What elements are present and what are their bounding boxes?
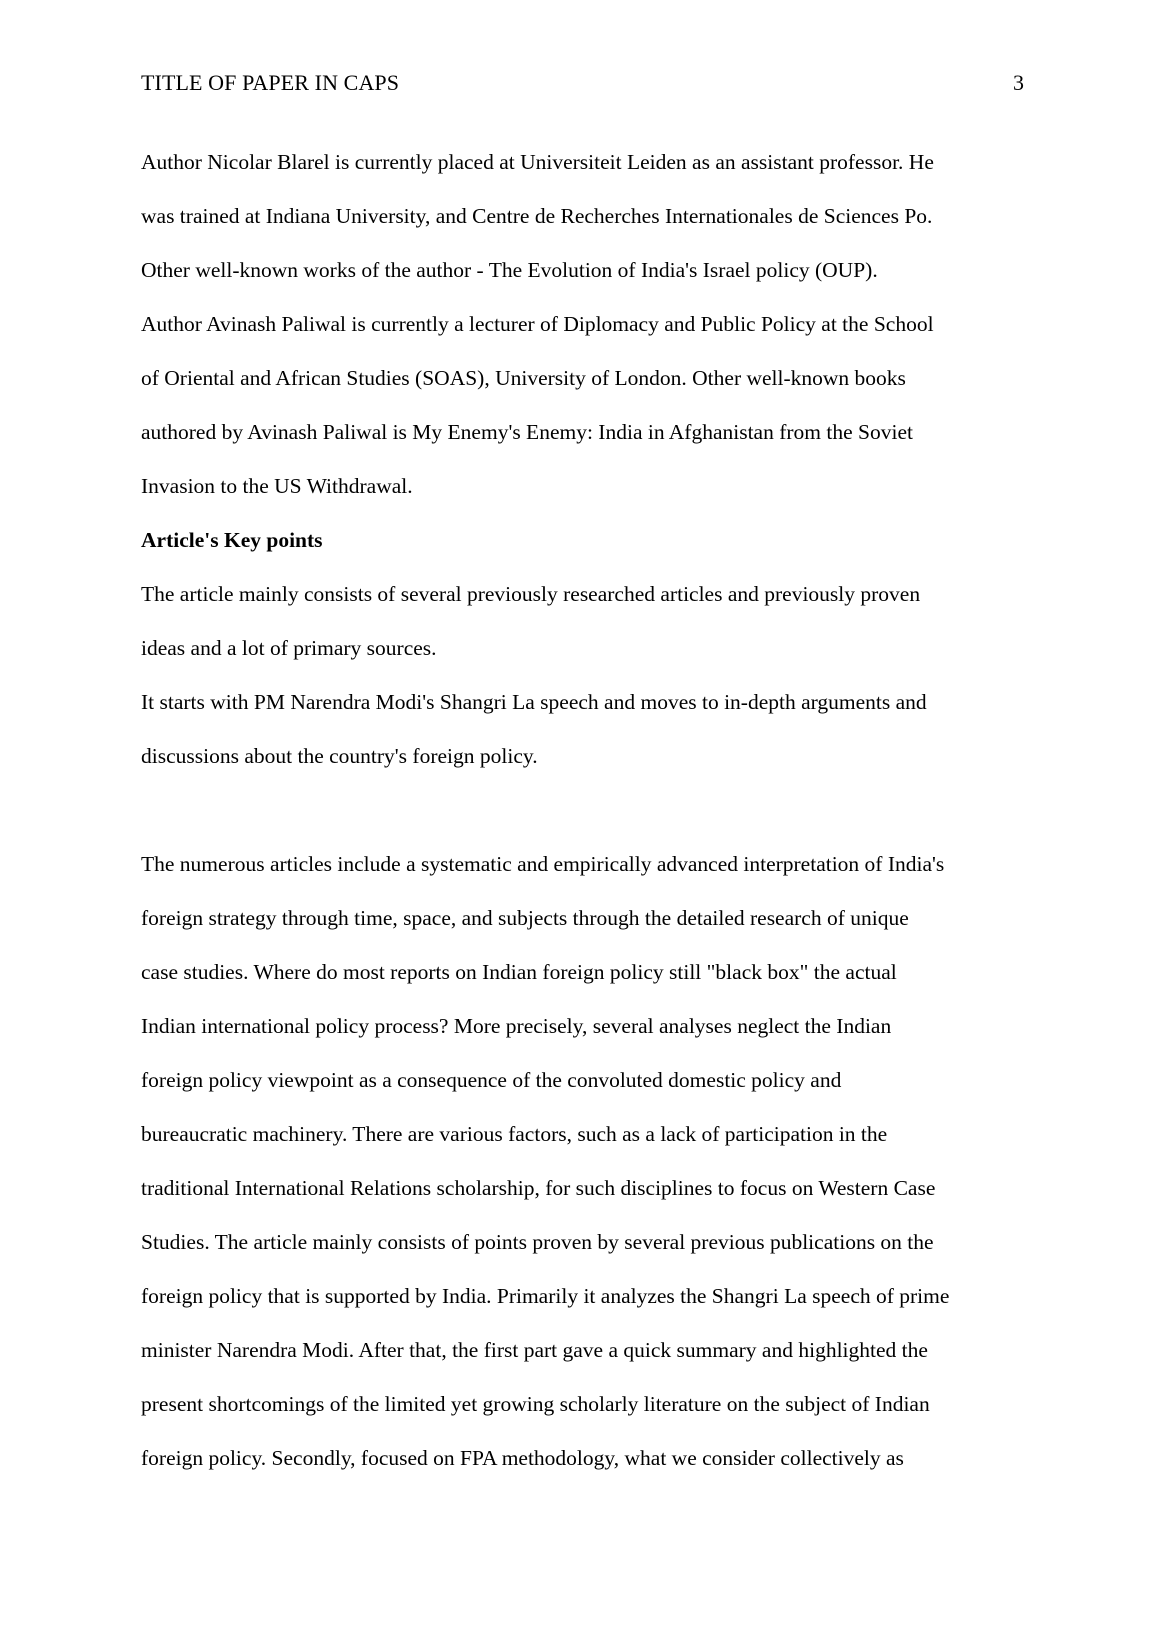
paragraph-line: authored by Avinash Paliwal is My Enemy's Enemy: India in Afghanistan from the Soviet [141,420,913,444]
paragraph-line: bureaucratic machinery. There are various factors, such as a lack of participation in the [141,1122,888,1146]
page-number: 3 [1013,70,1024,95]
paragraph-line: present shortcomings of the limited yet growing scholarly literature on the subject of Indian [141,1392,930,1416]
paragraph-line: of Oriental and African Studies (SOAS), University of London. Other well-known books [141,366,906,390]
key-points-paragraph-2 [141,675,1031,783]
paragraph-line: foreign strategy through time, space, and subjects through the detailed research of unique [141,906,909,930]
paragraph-line: Author Avinash Paliwal is currently a lecturer of Diplomacy and Public Policy at the School [141,312,934,336]
paragraph-line: Author Nicolar Blarel is currently placed at Universiteit Leiden as an assistant professor. He [141,150,934,174]
paragraph-line: Studies. The article mainly consists of points proven by several previous publications on the [141,1230,934,1254]
paragraph-line: foreign policy. Secondly, focused on FPA methodology, what we consider collectively as [141,1446,904,1470]
paragraph-line: was trained at Indiana University, and Centre de Recherches Internationales de Sciences Po. [141,204,933,228]
paragraph-line: The numerous articles include a systematic and empirically advanced interpretation of India's [141,852,945,876]
paragraph-line: Other well-known works of the author - The Evolution of India's Israel policy (OUP). [141,258,878,282]
blank-line [141,783,1031,837]
paragraph-line: Invasion to the US Withdrawal. [141,474,413,498]
paragraph-line: The article mainly consists of several previously researched articles and previously proven [141,582,921,606]
paragraph-line: discussions about the country's foreign policy. [141,744,538,768]
paragraph-line: Indian international policy process? More precisely, several analyses neglect the Indian [141,1014,892,1038]
paragraph-line: foreign policy viewpoint as a consequence of the convoluted domestic policy and [141,1068,842,1092]
document-body [141,135,1031,1485]
authors-paragraph [141,135,1031,513]
paragraph-line: minister Narendra Modi. After that, the first part gave a quick summary and highlighted the [141,1338,928,1362]
section-heading [141,513,1031,567]
running-head: TITLE OF PAPER IN CAPS [141,70,400,95]
paragraph-line: traditional International Relations scholarship, for such disciplines to focus on Western Case [141,1176,936,1200]
paragraph-line: It starts with PM Narendra Modi's Shangri La speech and moves to in-depth arguments and [141,690,927,714]
paragraph-line: foreign policy that is supported by India. Primarily it analyzes the Shangri La speech of prime [141,1284,950,1308]
paragraph-line: ideas and a lot of primary sources. [141,636,437,660]
analysis-paragraph [141,837,1031,1485]
paragraph-line: case studies. Where do most reports on Indian foreign policy still "black box" the actual [141,960,897,984]
key-points-paragraph-1 [141,567,1031,675]
key-points-heading: Article's Key points [141,528,323,552]
